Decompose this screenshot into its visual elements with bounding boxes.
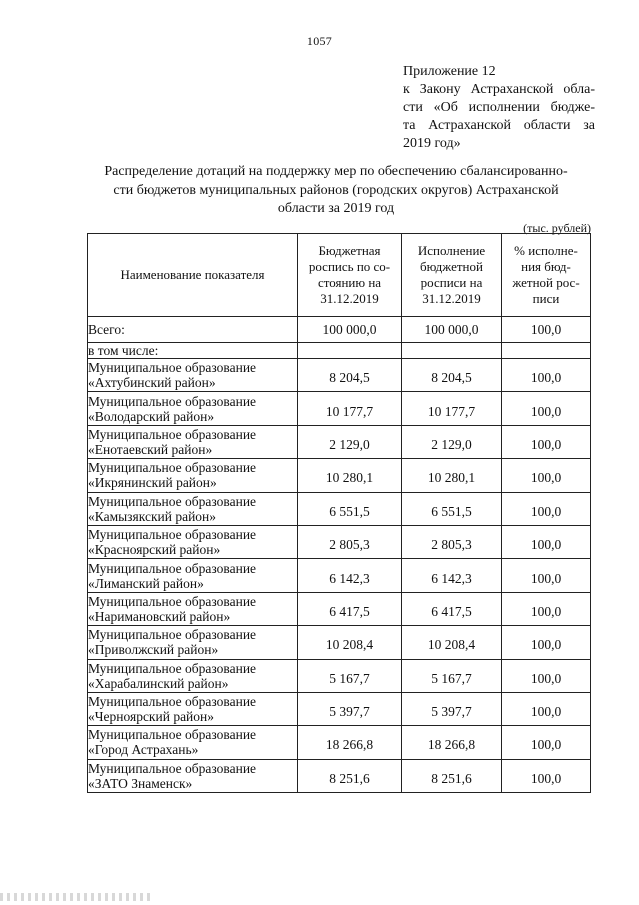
plan-value: 10 208,4 bbox=[298, 626, 402, 659]
municipality-type: Муниципальное образование bbox=[88, 760, 257, 776]
municipality-rows bbox=[88, 359, 591, 793]
municipality-title: «Приволжский район» bbox=[88, 642, 219, 658]
municipality-title: «Камызякский район» bbox=[88, 508, 217, 524]
municipality-type: Муниципальное образование bbox=[88, 694, 257, 710]
municipality-name bbox=[88, 525, 298, 558]
exec-value: 2 129,0 bbox=[402, 425, 502, 458]
pct-value: 100,0 bbox=[502, 459, 591, 492]
table-row bbox=[88, 592, 591, 625]
header-exec: Исполнение бюджетной росписи на 31.12.2019 bbox=[402, 234, 502, 317]
exec-value: 6 142,3 bbox=[402, 559, 502, 592]
exec-value: 5 397,7 bbox=[402, 692, 502, 725]
header-pct: % исполне- ния бюд- жетной рос- писи bbox=[502, 234, 591, 317]
municipality-type: Муниципальное образование bbox=[88, 560, 257, 576]
table-row bbox=[88, 492, 591, 525]
header-name: Наименование показателя bbox=[88, 234, 298, 317]
exec-value: 5 167,7 bbox=[402, 659, 502, 692]
title-line: Распределение дотаций на поддержку мер по обеспечению сбалансированно- bbox=[104, 164, 568, 179]
subsidies-table bbox=[87, 233, 591, 793]
appendix-line: 2019 год» bbox=[403, 136, 461, 151]
table-row bbox=[88, 459, 591, 492]
header-plan: Бюджетная роспись по со- стоянию на 31.12.2019 bbox=[298, 234, 402, 317]
title-line: области за 2019 год bbox=[277, 201, 395, 216]
municipality-name bbox=[88, 626, 298, 659]
municipality-type: Муниципальное образование bbox=[88, 593, 257, 609]
municipality-title: «Ахтубинский район» bbox=[88, 375, 216, 391]
municipality-type: Муниципальное образование bbox=[88, 426, 257, 442]
appendix-line: та Астраханской области за bbox=[403, 118, 595, 133]
pct-value: 100,0 bbox=[502, 359, 591, 392]
municipality-title: «Лиманский район» bbox=[88, 575, 204, 591]
municipality-name bbox=[88, 359, 298, 392]
title-line: сти бюджетов муниципальных районов (городских округов) Астраханской bbox=[113, 182, 559, 198]
municipality-type: Муниципальное образование bbox=[88, 460, 257, 476]
exec-value: 10 280,1 bbox=[402, 459, 502, 492]
municipality-name bbox=[88, 692, 298, 725]
appendix-line: Приложение 12 bbox=[403, 64, 496, 79]
total-pct: 100,0 bbox=[502, 317, 591, 343]
exec-value: 8 204,5 bbox=[402, 359, 502, 392]
table-row bbox=[88, 525, 591, 558]
total-plan: 100 000,0 bbox=[298, 317, 402, 343]
table-row bbox=[88, 659, 591, 692]
municipality-name bbox=[88, 592, 298, 625]
exec-value: 18 266,8 bbox=[402, 726, 502, 759]
plan-value: 6 417,5 bbox=[298, 592, 402, 625]
units-label: (тыс. рублей) bbox=[523, 221, 591, 235]
pct-value: 100,0 bbox=[502, 592, 591, 625]
municipality-title: «Харабалинский район» bbox=[88, 675, 229, 691]
municipality-title: «Енотаевский район» bbox=[88, 441, 213, 457]
pct-value: 100,0 bbox=[502, 692, 591, 725]
pct-value: 100,0 bbox=[502, 759, 591, 792]
municipality-type: Муниципальное образование bbox=[88, 360, 257, 376]
municipality-title: «Черноярский район» bbox=[88, 709, 215, 725]
municipality-title: «Володарский район» bbox=[88, 408, 215, 424]
table-row bbox=[88, 759, 591, 792]
appendix-line: сти «Об исполнении бюдже- bbox=[403, 100, 595, 115]
municipality-type: Муниципальное образование bbox=[88, 527, 257, 543]
plan-value: 2 805,3 bbox=[298, 525, 402, 558]
municipality-name bbox=[88, 726, 298, 759]
plan-value: 6 142,3 bbox=[298, 559, 402, 592]
table-row bbox=[88, 392, 591, 425]
page-number: 1057 bbox=[306, 34, 333, 48]
municipality-name bbox=[88, 759, 298, 792]
pct-value: 100,0 bbox=[502, 392, 591, 425]
municipality-name bbox=[88, 459, 298, 492]
table-row bbox=[88, 425, 591, 458]
municipality-type: Муниципальное образование bbox=[88, 727, 257, 743]
municipality-type: Муниципальное образование bbox=[88, 660, 257, 676]
municipality-name bbox=[88, 659, 298, 692]
scan-artifact bbox=[0, 893, 150, 901]
table-header-row bbox=[88, 234, 591, 317]
exec-value: 10 208,4 bbox=[402, 626, 502, 659]
total-exec: 100 000,0 bbox=[402, 317, 502, 343]
including-label: в том числе: bbox=[88, 343, 298, 359]
municipality-title: «Икрянинский район» bbox=[88, 475, 217, 491]
plan-value: 5 167,7 bbox=[298, 659, 402, 692]
pct-value: 100,0 bbox=[502, 559, 591, 592]
plan-value: 18 266,8 bbox=[298, 726, 402, 759]
appendix-line: к Закону Астраханской обла- bbox=[403, 82, 595, 97]
total-row bbox=[88, 317, 591, 343]
table-row bbox=[88, 726, 591, 759]
exec-value: 2 805,3 bbox=[402, 525, 502, 558]
exec-value: 8 251,6 bbox=[402, 759, 502, 792]
municipality-type: Муниципальное образование bbox=[88, 627, 257, 643]
pct-value: 100,0 bbox=[502, 626, 591, 659]
plan-value: 5 397,7 bbox=[298, 692, 402, 725]
municipality-title: «Наримановский район» bbox=[88, 608, 231, 624]
table-row bbox=[88, 559, 591, 592]
municipality-title: «Красноярский район» bbox=[88, 542, 221, 558]
including-row bbox=[88, 343, 591, 359]
pct-value: 100,0 bbox=[502, 425, 591, 458]
table-row bbox=[88, 359, 591, 392]
municipality-title: «Город Астрахань» bbox=[88, 742, 199, 758]
plan-value: 2 129,0 bbox=[298, 425, 402, 458]
municipality-title: «ЗАТО Знаменск» bbox=[88, 775, 193, 791]
total-label: Всего: bbox=[88, 317, 298, 343]
municipality-type: Муниципальное образование bbox=[88, 393, 257, 409]
municipality-type: Муниципальное образование bbox=[88, 493, 257, 509]
plan-value: 10 280,1 bbox=[298, 459, 402, 492]
municipality-name bbox=[88, 425, 298, 458]
document-title bbox=[80, 163, 592, 219]
municipality-name bbox=[88, 492, 298, 525]
pct-value: 100,0 bbox=[502, 492, 591, 525]
exec-value: 6 417,5 bbox=[402, 592, 502, 625]
table-row bbox=[88, 692, 591, 725]
pct-value: 100,0 bbox=[502, 659, 591, 692]
plan-value: 8 251,6 bbox=[298, 759, 402, 792]
exec-value: 10 177,7 bbox=[402, 392, 502, 425]
exec-value: 6 551,5 bbox=[402, 492, 502, 525]
pct-value: 100,0 bbox=[502, 525, 591, 558]
municipality-name bbox=[88, 559, 298, 592]
table-row bbox=[88, 626, 591, 659]
plan-value: 6 551,5 bbox=[298, 492, 402, 525]
plan-value: 8 204,5 bbox=[298, 359, 402, 392]
plan-value: 10 177,7 bbox=[298, 392, 402, 425]
municipality-name bbox=[88, 392, 298, 425]
pct-value: 100,0 bbox=[502, 726, 591, 759]
appendix-heading bbox=[403, 63, 595, 153]
